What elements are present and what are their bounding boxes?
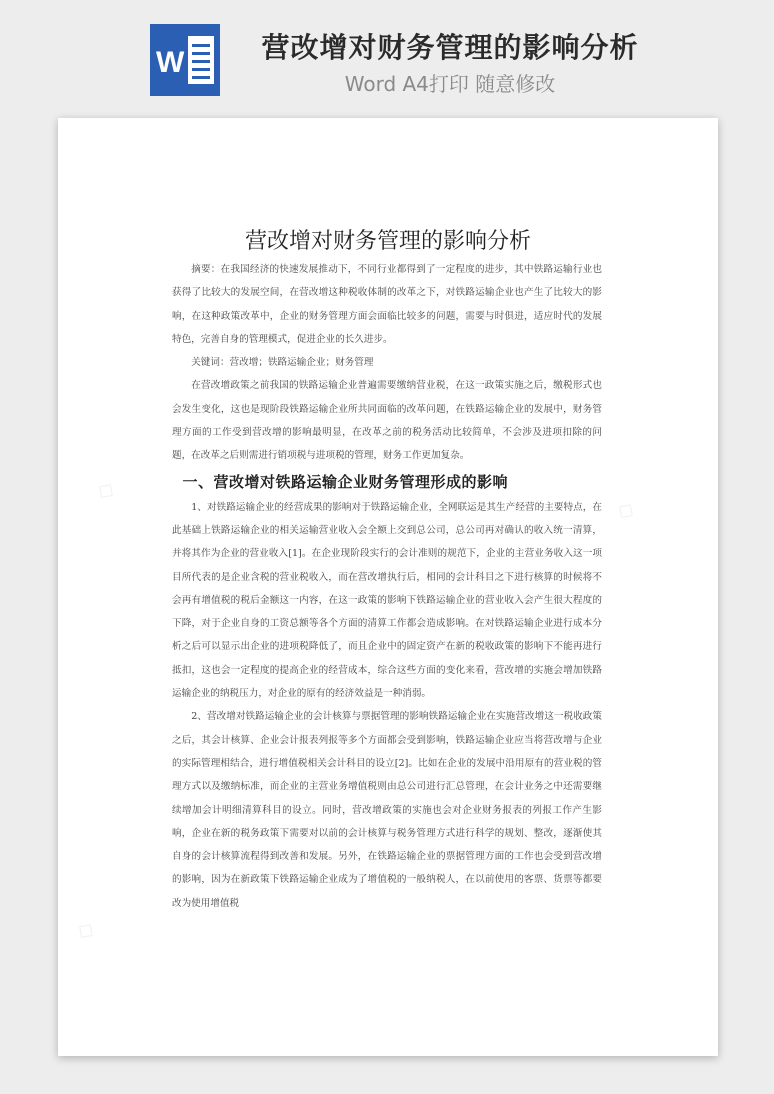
- body-paragraph: 1、对铁路运输企业的经营成果的影响对于铁路运输企业，全网联运是其生产经营的主要特点，在此基础上铁路运输企业的相关运输营业收入会全额上交到总公司，总公司再对确认的收入统一清算，并将其作为企业的营业收入[1]。在企业现阶段实行的会计准则的规范下，企业的主营业务收入这一项目所代表的是企业含税的营业税收入，而在营改增执行后，相同的会计科目之下进行核算的时候将不会再有增值税的税后金额这一内容，在这一政策的影响下铁路运输企业的营业收入会产生很大程度的下降，对于企业自身的工资总额等各个方面的清算工作都会造成影响。在对铁路运输企业进行成本分析之后可以显示出企业的进项税降低了，而且企业中的固定资产在新的税收政策的影响下不能再进行抵扣，这也会一定程度的提高企业的经营成本，综合这些方面的变化来看，营改增的实施会增加铁路运输企业的纳税压力，对企业的原有的经济效益是一种消弱。: [172, 501, 602, 700]
- word-icon: [150, 24, 220, 96]
- document-body: [172, 258, 602, 915]
- abstract-paragraph: 摘要：在我国经济的快速发展推动下，不同行业都得到了一定程度的进步，其中铁路运输行业也获得了比较大的发展空间，在营改增这种税收体制的改革之下，对铁路运输企业也产生了比较大的影响，在这种政策改革中，企业的财务管理方面会面临比较多的问题，需要与时俱进，适应时代的发展特色，完善自身的管理模式，促进企业的长久进步。: [172, 264, 602, 345]
- document-page: [58, 118, 718, 1056]
- header-title: 营改增对财务管理的影响分析: [261, 31, 639, 64]
- body-paragraph: 2、营改增对铁路运输企业的会计核算与票据管理的影响铁路运输企业在实施营改增这一税收政策之后，其会计核算、企业会计报表列报等多个方面都会受到影响，铁路运输企业应当将营改增与企业的实际管理相结合，进行增值税相关会计科目的设立[2]。比如在企业的发展中沿用原有的营业税的管理方式以及缴纳标准，而企业的主营业务增值税则由总公司进行汇总管理，在会计业务之中还需要继续增加会计明细清算科目的设立。同时，营改增政策的实施也会对企业财务报表的列报工作产生影响，企业在新的税务政策下需要对以前的会计核算与税务管理方式进行科学的规划、整改，逐渐使其自身的会计核算流程得到改善和发展。另外，在铁路运输企业的票据管理方面的工作也会受到营改增的影响，因为在新政策下铁路运输企业成为了增值税的一般纳税人，在以前使用的客票、货票等都要改为使用增值税: [172, 711, 602, 909]
- header-banner: [0, 0, 774, 110]
- svg-text:W: W: [156, 46, 185, 79]
- keywords-line: 关键词：营改增；铁路运输企业；财务管理: [191, 357, 374, 369]
- document-title: 营改增对财务管理的影响分析: [244, 229, 531, 254]
- watermark: ◇: [92, 475, 121, 506]
- watermark: ◇: [72, 915, 101, 946]
- watermark: ◇: [612, 495, 641, 526]
- header-subtitle: Word A4打印 随意修改: [344, 72, 556, 96]
- intro-paragraph: 在营改增政策之前我国的铁路运输企业普遍需要缴纳营业税，在这一政策实施之后，缴税形式也会发生变化，这也是现阶段铁路运输企业所共同面临的改革问题，在铁路运输企业的发展中，财务管理方面的工作受到营改增的影响最明显，在改革之前的税务活动比较简单，不会涉及进项扣除的问题，在改革之后则需进行销项税与进项税的管理，财务工作更加复杂。: [172, 380, 602, 462]
- section-heading: 一、营改增对铁路运输企业财务管理形成的影响: [182, 472, 509, 491]
